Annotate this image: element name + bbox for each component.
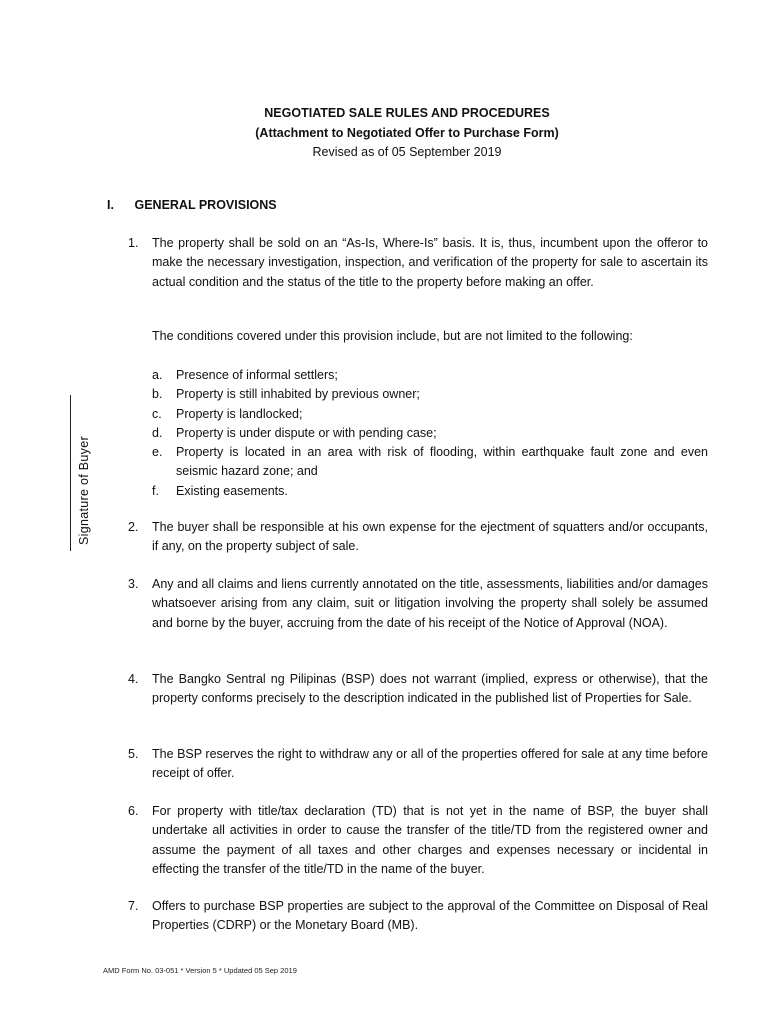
item-number: 5. — [128, 747, 139, 761]
condition-item-d — [152, 424, 708, 443]
item-text: For property with title/tax declaration (TD) that is not yet in the name of BSP, the buyer shall undertake all activities in order to cause the transfer of the title/TD from the registered owner and assume the payment of all taxes and other charges and expenses necessary or incidental in effecting the transfer of the title/TD in the name of the buyer. — [152, 804, 708, 876]
condition-letter: f. — [152, 483, 159, 498]
provision-item-7 — [128, 897, 708, 936]
document-subtitle: (Attachment to Negotiated Offer to Purchase Form) — [255, 125, 559, 140]
item-text: The BSP reserves the right to withdraw any or all of the properties offered for sale at any time before receipt of offer. — [152, 747, 708, 781]
conditions-intro: The conditions covered under this provision include, but are not limited to the following: — [152, 329, 633, 343]
condition-text: Presence of informal settlers; — [176, 368, 338, 382]
item-number: 6. — [128, 804, 139, 818]
condition-item-e — [152, 443, 708, 482]
provision-item-5 — [128, 745, 708, 784]
condition-item-b — [152, 385, 708, 404]
item-number: 4. — [128, 672, 139, 686]
document-title: NEGOTIATED SALE RULES AND PROCEDURES — [264, 106, 550, 120]
condition-letter: d. — [152, 425, 163, 440]
section-heading — [107, 198, 277, 212]
item-number: 7. — [128, 899, 139, 913]
item-text: The buyer shall be responsible at his own expense for the ejectment of squatters and/or occupants, if any, on the property subject of sale. — [152, 520, 708, 554]
condition-letter: e. — [152, 445, 163, 460]
condition-item-a — [152, 366, 708, 385]
condition-text: Property is located in an area with risk of flooding, within earthquake fault zone and even seismic hazard zone; and — [176, 445, 708, 479]
item-number: 3. — [128, 577, 139, 591]
section-title: GENERAL PROVISIONS — [134, 198, 277, 212]
condition-text: Property is still inhabited by previous owner; — [176, 387, 420, 402]
signature-label: Signature of Buyer — [77, 436, 91, 545]
title-block — [0, 104, 770, 163]
condition-item-f — [152, 482, 708, 501]
revision-date: Revised as of 05 September 2019 — [312, 145, 502, 159]
signature-line — [70, 395, 71, 551]
section-number: I. — [107, 198, 114, 212]
provision-item-4 — [128, 670, 708, 709]
condition-letter: a. — [152, 368, 163, 382]
item-text: The property shall be sold on an “As-Is, Where-Is” basis. It is, thus, incumbent upon the offeror to make the necessary investigation, inspection, and verification of the property for sale to ascertain its actual condition and the status of the title to the property before making an offer. — [152, 236, 708, 289]
provision-item-6 — [128, 802, 708, 879]
provision-item-1 — [128, 234, 708, 292]
item-number: 1. — [128, 236, 139, 250]
condition-letter: c. — [152, 406, 162, 421]
condition-letter: b. — [152, 387, 163, 402]
item-text: Any and all claims and liens currently annotated on the title, assessments, liabilities and/or damages whatsoever arising from any claim, suit or litigation involving the property shall solely be assumed and borne by the buyer, accruing from the date of his receipt of the Notice of Approval (NOA). — [152, 577, 708, 630]
conditions-list — [152, 366, 708, 501]
item-text: Offers to purchase BSP properties are subject to the approval of the Committee on Disposal of Real Properties (CDRP) or the Monetary Board (MB). — [152, 899, 708, 933]
condition-item-c — [152, 405, 708, 424]
signature-margin — [70, 395, 96, 551]
provision-item-3 — [128, 575, 708, 633]
item-number: 2. — [128, 520, 139, 534]
item-text: The Bangko Sentral ng Pilipinas (BSP) does not warrant (implied, express or otherwise), that the property conforms precisely to the description indicated in the published list of Properties for Sale. — [152, 672, 708, 706]
condition-text: Property is under dispute or with pending case; — [176, 425, 437, 440]
condition-text: Existing easements. — [176, 483, 288, 498]
form-footer: AMD Form No. 03-051 * Version 5 * Updated 05 Sep 2019 — [103, 966, 297, 975]
provision-item-2 — [128, 518, 708, 557]
condition-text: Property is landlocked; — [176, 406, 303, 421]
